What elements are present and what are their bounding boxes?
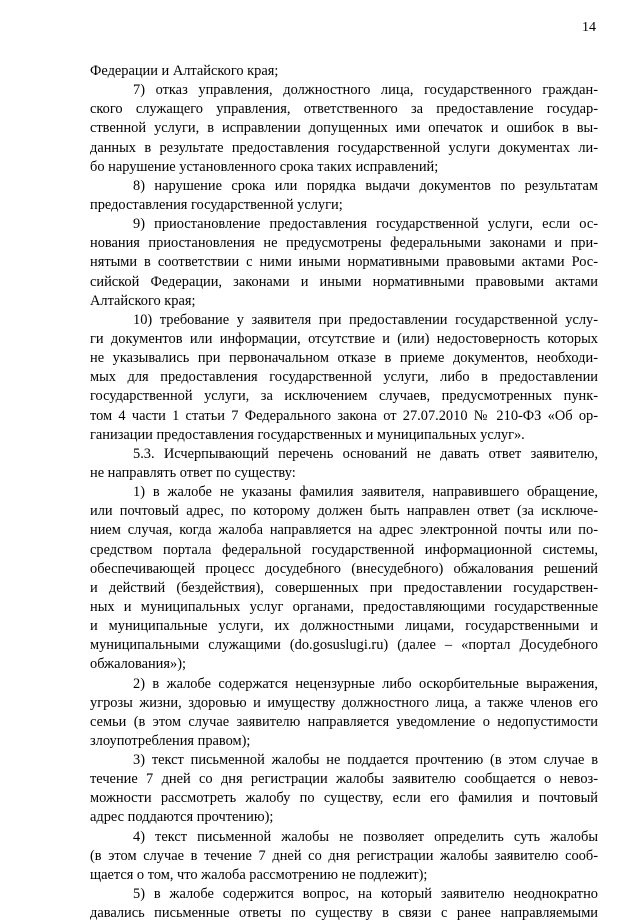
text-line: ского служащего управления, ответственного за предоставление государ- [90, 101, 598, 118]
text-line: давались письменные ответы по существу в связи с ранее направляемыми [90, 905, 598, 922]
text-line: 7) отказ управления, должностного лица, государственного граждан- [133, 82, 598, 99]
text-line: течение 7 дней со дня регистрации жалобы заявителю сообщается о невоз- [90, 771, 598, 788]
text-line: нятыми в соответствии с ними иными нормативными правовыми актами Рос- [90, 254, 598, 271]
text-line: том 4 части 1 статьи 7 Федерального закона от 27.07.2010 № 210-ФЗ «Об ор- [90, 407, 598, 424]
text-line: злоупотребления правом); [90, 732, 251, 749]
text-line: не указывались при первоначальном отказе в приеме документов, необходи- [90, 350, 598, 367]
text-line: бо нарушение установленного срока таких исправлений; [90, 158, 439, 175]
text-line: нием случая, когда жалоба направляется на адрес электронной почты или по- [90, 522, 598, 539]
text-line: 8) нарушение срока или порядка выдачи документов по результатам [133, 177, 598, 194]
text-line: ственной услуги, в исправлении допущенных ими опечаток и ошибок в вы- [90, 120, 598, 137]
text-line: 4) текст письменной жалобы не позволяет определить суть жалобы [133, 828, 598, 845]
text-line: обжалования»); [90, 656, 186, 673]
text-line: ных и муниципальных услуг органами, предоставляющими государственные [90, 598, 598, 615]
text-line: не направлять ответ по существу: [90, 464, 296, 481]
text-line: Алтайского края; [90, 292, 196, 309]
text-line: данных в результате предоставления государственной услуги документах ли- [90, 139, 598, 156]
text-line: ги документов или информации, отсутствие и (или) недостоверность которых [90, 330, 598, 347]
text-line: 9) приостановление предоставления государственной услуги, если ос- [133, 216, 598, 233]
page-number: 14 [582, 20, 596, 35]
text-line: угрозы жизни, здоровью и имуществу должностного лица, а также членов его [90, 694, 598, 711]
text-line: 2) в жалобе содержатся нецензурные либо оскорбительные выражения, [133, 675, 598, 692]
text-line: семьи (в этом случае заявителю направляется уведомление о недопустимости [90, 713, 598, 730]
text-line: щается о том, что жалоба рассмотрению не подлежит); [90, 866, 428, 883]
text-line: 5) в жалобе содержится вопрос, на который заявителю неоднократно [133, 886, 598, 903]
text-line: (в этом случае в течение 7 дней со дня регистрации жалобы заявителю сооб- [90, 847, 598, 864]
text-line: можности рассмотреть жалобу по существу, если его фамилия и почтовый [90, 790, 598, 807]
text-line: и действий (бездействия), совершенных при предоставлении государствен- [90, 579, 598, 596]
text-line: государственной услуги, за исключением случаев, предусмотренных пунк- [90, 388, 598, 405]
text-line: Федерации и Алтайского края; [90, 63, 279, 79]
text-line: и муниципальные услуги, их должностными лицами, государственными и [90, 618, 598, 635]
text-line: адрес поддаются прочтению); [90, 809, 274, 826]
text-line: 3) текст письменной жалобы не поддается прочтению (в этом случае в [133, 752, 598, 769]
text-line: обеспечивающей процесс досудебного (внесудебного) обжалования решений [90, 560, 598, 577]
text-line: 5.3. Исчерпывающий перечень оснований не давать ответ заявителю, [133, 445, 598, 462]
text-line: муниципальными служащими (do.gosuslugi.ru) (далее – «портал Досудебного [90, 637, 598, 654]
text-line: 10) требование у заявителя при предоставлении государственной услу- [133, 311, 598, 328]
text-line: ганизации предоставления государственных и муниципальных услуг». [90, 426, 525, 443]
text-line: мых для предоставления государственной услуги, либо в предоставлении [90, 369, 598, 386]
text-line: или почтовый адрес, по которому должен быть направлен ответ (за исключе- [90, 503, 598, 520]
text-line: предоставления государственной услуги; [90, 196, 343, 213]
document-body [90, 62, 598, 923]
text-line: 1) в жалобе не указаны фамилия заявителя, направившего обращение, [133, 484, 598, 501]
text-line: нования приостановления не предусмотрены федеральными законами и при- [90, 235, 598, 252]
text-line: средством портала федеральной государственной информационной системы, [90, 541, 598, 558]
text-line: сийской Федерации, законами и иными нормативными правовыми актами [90, 273, 598, 290]
